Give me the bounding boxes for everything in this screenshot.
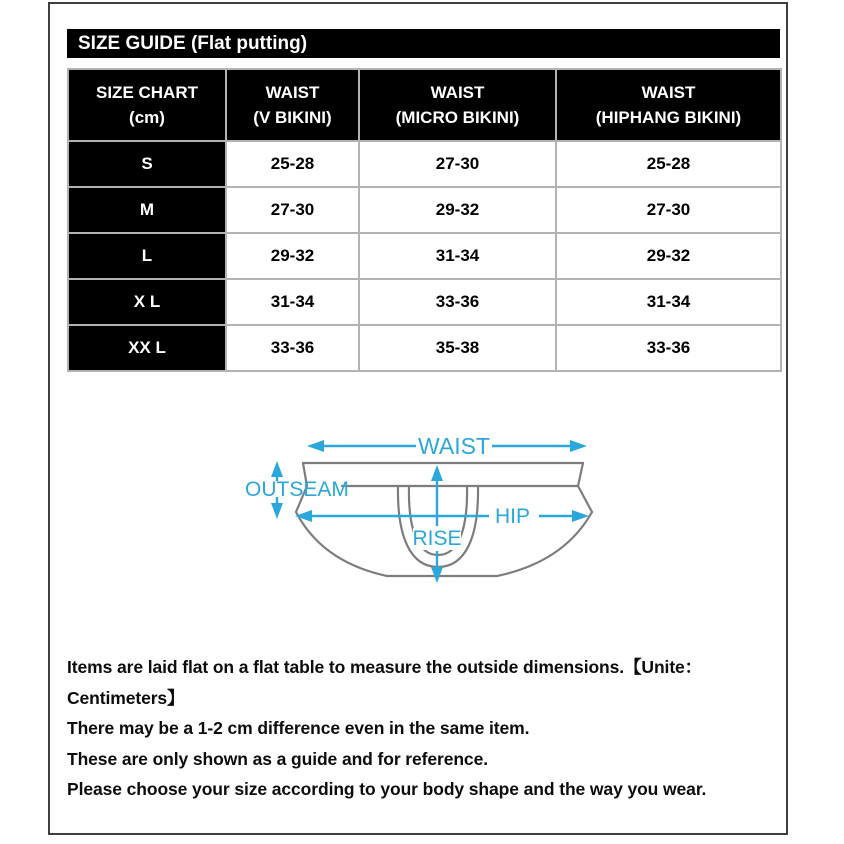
outseam-label: OUTSEAM	[245, 478, 349, 501]
size-label: L	[68, 233, 226, 279]
waist-label: WAIST	[418, 433, 490, 459]
size-chart-table	[67, 68, 782, 372]
left-leg-curve	[296, 512, 387, 576]
header-line: SIZE CHART	[96, 82, 198, 102]
right-hip-edge	[578, 486, 592, 512]
outseam-arrowhead-down	[271, 503, 283, 519]
measurement-notes	[67, 652, 781, 805]
header-line: (MICRO BIKINI)	[395, 108, 520, 127]
waistband-right-edge	[578, 463, 583, 486]
header-line: (HIPHANG BIKINI)	[595, 108, 742, 127]
table-cell: 33-36	[226, 325, 359, 371]
rise-label: RISE	[412, 527, 462, 550]
table-cell: 31-34	[359, 233, 556, 279]
table-row	[68, 187, 781, 233]
table-cell: 31-34	[556, 279, 781, 325]
outseam-arrowhead-up	[271, 461, 283, 477]
table-cell: 33-36	[359, 279, 556, 325]
table-row	[68, 325, 781, 371]
header-waist-v-bikini	[226, 69, 359, 141]
table-row	[68, 279, 781, 325]
header-line: WAIST	[430, 82, 485, 102]
header-line: WAIST	[641, 82, 696, 102]
note-line: There may be a 1-2 cm difference even in the same item.	[67, 718, 530, 738]
size-label: X L	[68, 279, 226, 325]
table-cell: 27-30	[226, 187, 359, 233]
size-label: XX L	[68, 325, 226, 371]
waist-arrowhead-left	[307, 440, 324, 452]
table-cell: 35-38	[359, 325, 556, 371]
size-label: S	[68, 141, 226, 187]
size-guide-title: SIZE GUIDE (Flat putting)	[67, 29, 780, 58]
measurement-diagram	[230, 424, 620, 610]
note-line: Items are laid flat on a flat table to measure the outside dimensions.【Unite：Centimeters】	[67, 657, 703, 708]
header-waist-hiphang-bikini	[556, 69, 781, 141]
size-label: M	[68, 187, 226, 233]
note-line: Please choose your size according to your body shape and the way you wear.	[67, 779, 707, 799]
table-cell: 29-32	[556, 233, 781, 279]
table-cell: 25-28	[226, 141, 359, 187]
table-cell: 33-36	[556, 325, 781, 371]
hip-label: HIP	[495, 505, 531, 528]
table-cell: 29-32	[226, 233, 359, 279]
table-row	[68, 141, 781, 187]
header-line: (cm)	[129, 108, 165, 127]
table-row	[68, 233, 781, 279]
table-cell: 29-32	[359, 187, 556, 233]
table-cell: 27-30	[359, 141, 556, 187]
table-cell: 31-34	[226, 279, 359, 325]
waist-arrowhead-right	[570, 440, 587, 452]
header-size-chart	[68, 69, 226, 141]
table-cell: 25-28	[556, 141, 781, 187]
rise-arrowhead-up	[431, 465, 443, 481]
table-cell: 27-30	[556, 187, 781, 233]
table-header-row	[68, 69, 781, 141]
note-line: These are only shown as a guide and for reference.	[67, 748, 488, 769]
header-line: WAIST	[265, 82, 320, 102]
header-waist-micro-bikini	[359, 69, 556, 141]
header-line: (V BIKINI)	[253, 108, 332, 127]
